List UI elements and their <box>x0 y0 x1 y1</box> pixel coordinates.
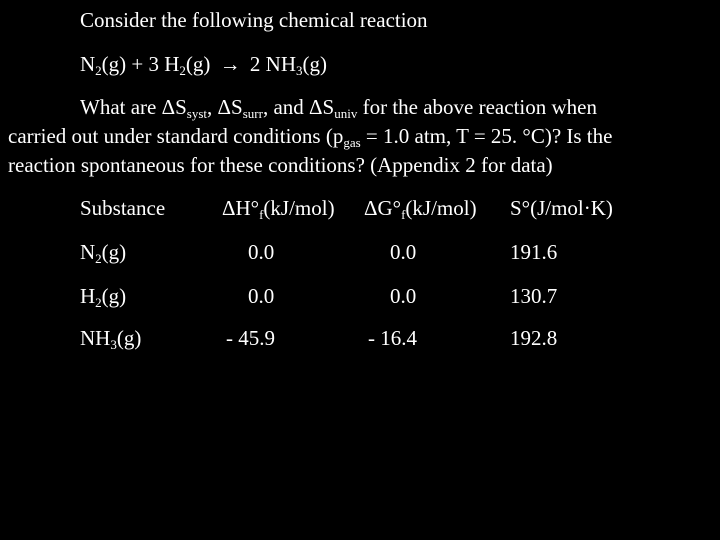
question-line-2: carried out under standard conditions ($p_{gas} = 1.0$ atm, T = 25. °C)? Is the <box>8 124 613 150</box>
intro-line: Consider the following chemical reaction <box>80 8 428 32</box>
row-dh: 0.0 <box>248 240 275 264</box>
row-dh: 0.0 <box>248 284 275 308</box>
header-dg: $\Delta G^\circ_f(kJ/mol)$ <box>364 196 477 222</box>
question-line-1: What are $\Delta S_{syst}$, $\Delta S_{surr}$, and $\Delta S_{univ}$ for the above reaction when <box>80 95 597 121</box>
row-substance: $H_2(g)$ <box>80 284 127 310</box>
reaction-equation <box>80 52 327 76</box>
row-s: 191.6 <box>510 240 558 264</box>
header-dh: $\Delta H^\circ_f(kJ/mol)$ <box>222 196 335 222</box>
row-s: 130.7 <box>510 284 558 308</box>
question-line-3: reaction spontaneous for these conditions? (Appendix 2 for data) <box>8 153 553 177</box>
row-dg: 0.0 <box>390 240 417 264</box>
subscript: 2 <box>95 63 102 78</box>
row-dh: - 45.9 <box>226 326 275 350</box>
row-dg: - 16.4 <box>368 326 417 350</box>
reactant-h2: (g) + 3 H <box>101 52 180 76</box>
row-s: 192.8 <box>510 326 558 350</box>
arrow-icon: → <box>219 52 241 76</box>
header-substance: Substance <box>80 196 166 220</box>
row-substance: $N_2(g)$ <box>80 240 127 266</box>
product-nh3: 2 NH <box>244 52 297 76</box>
row-dg: 0.0 <box>390 284 417 308</box>
reactant-n2: N <box>80 52 96 76</box>
header-s: S°(J/mol·K) <box>510 196 613 220</box>
subscript: 3 <box>296 63 303 78</box>
row-substance: $NH_3(g)$ <box>80 326 142 352</box>
subscript: 2 <box>179 63 186 78</box>
phase: (g) <box>185 52 211 76</box>
phase: (g) <box>302 52 328 76</box>
